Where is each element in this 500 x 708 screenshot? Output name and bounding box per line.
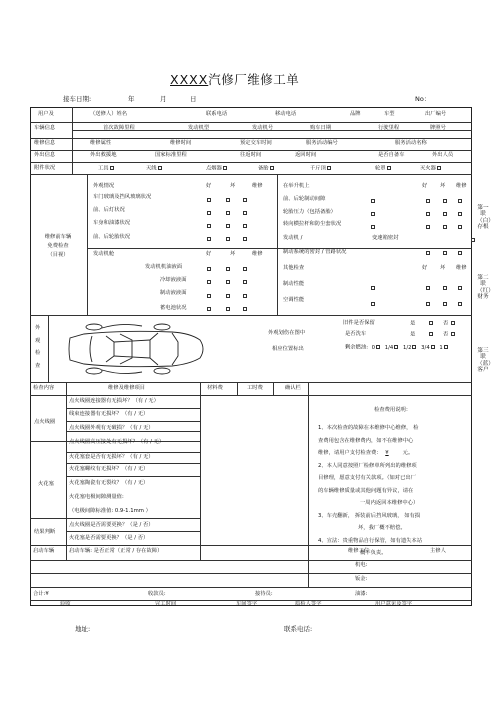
keep-no[interactable]: 否: [443, 321, 455, 327]
col-labor-fee: 工时费: [247, 385, 263, 391]
engine-type-label: 发动机型: [188, 125, 210, 131]
work-item: 火花塞陶瓷有无裂纹？（有 / 无）: [69, 480, 149, 486]
col-check-content: 检查内容: [33, 385, 55, 391]
paint-label: 油漆:: [355, 591, 368, 597]
national-mileage-label: 国家标准里程: [155, 152, 187, 158]
station-label: 维修工位: [348, 548, 370, 554]
acc-extinguisher: 灭火器: [420, 166, 441, 172]
car-diagram-icon[interactable]: [62, 318, 212, 380]
fee-title: 检查费用说明：: [374, 407, 412, 413]
mileage-label: 行驶里程: [378, 125, 400, 131]
engine-item: 发动机机油液面: [145, 264, 183, 270]
repair-info-label: 维修信息: [34, 140, 56, 146]
accessories-label: 附件状况: [34, 165, 56, 171]
other-checkboxes[interactable]: [370, 280, 462, 312]
work-item: 火花塞是否需要更换？（是 / 否）: [69, 535, 149, 541]
col-material-fee: 材料费: [207, 385, 223, 391]
main-mechanic-label: 主修人: [430, 548, 446, 554]
acc-tools: 工具: [98, 166, 114, 172]
fee-description: 1、本次检查的故障在本维修中心维修， 检 查费用包含在维修费内，如不在维修中心 维修，请用户支付检查费： ¥ 元。 2、本人同意按照厂检修单所列出的维修项 目修理，愿意支付有关款项。（如对已出厂 的车辆维修质量或其他问题有异议，请在 一周内返回本维修中心） 3、车壳翻新， 拆装前后挡风玻璃， 如有损 坏，我厂概不赔偿。 4、宣法：贵重物品自行保管，如有遗失本站 概不负责。: [318, 425, 423, 556]
phone-label: 联系电话:: [284, 625, 313, 633]
work-item: （电极间隙标准值: 0.9-1.1mm ）: [69, 508, 151, 514]
appearance-status-title: 外观情况: [93, 183, 115, 189]
copy-label-finance: 第二联（红）财务: [477, 275, 494, 301]
start-vehicle-label: 启动车辆: [33, 548, 55, 554]
right-col-repair: 维修: [456, 183, 467, 189]
left-item: 车身和油漆状况: [93, 220, 131, 226]
work-item: 点火线圈高压接处有无损坏？（有 / 无）: [69, 439, 165, 445]
outside-info-label: 外出信息: [34, 152, 56, 158]
gearbox-seal-label: 变速箱密封: [372, 235, 399, 241]
right-col-good: 好: [422, 183, 428, 189]
engine-bay-title: 发动机舱: [93, 251, 115, 257]
service-activity-no-label: 服务活动编号: [306, 140, 338, 146]
number-label: No：: [415, 95, 431, 103]
round-trip-label: 往返时间: [240, 152, 262, 158]
col-confirm: 确认栏: [285, 385, 301, 391]
return-time-label: 返回时间: [295, 152, 317, 158]
work-item: 点火线圈是否需要更换？（是 / 否）: [69, 522, 154, 528]
first-fault-mileage-label: 首次故障里程: [103, 125, 135, 131]
start-vehicle-status: 启动车辆: 是否正常（正常 / 存在故障）: [69, 548, 163, 554]
col-repair-items: 维修及维修项目: [108, 385, 146, 391]
left-item: 前、后灯状况: [93, 207, 125, 213]
form-title: [170, 70, 299, 88]
wash-yes[interactable]: 是: [410, 332, 433, 338]
month-label: 月: [160, 95, 167, 103]
done-time-label: 完工时间: [155, 601, 177, 607]
mark-note-1: 外观划伤在图中: [268, 330, 306, 336]
qc-sign-label: 质检人签字: [295, 601, 322, 607]
cat-ignition-coil: 点火线圈: [34, 419, 56, 425]
field-staff-label: 外出人员: [432, 152, 454, 158]
plate-label: 牌照号: [430, 125, 446, 131]
repair-type-label: 维修属性: [90, 140, 112, 146]
other-col-repair: 维修: [456, 265, 467, 271]
left-item: 车门玻璃及挡风玻璃状况: [93, 194, 152, 200]
brand-label: 品牌: [350, 111, 361, 117]
right-item: 制动系统的密封 / 管路状况: [283, 249, 347, 255]
cat-spark-plug: 火花塞: [38, 481, 54, 487]
rescue-location-label: 外出救援地: [90, 152, 117, 158]
acc-antenna: 天线: [146, 166, 162, 172]
contact-phone-label: 联系电话: [206, 111, 228, 117]
mobile-label: 移动电话: [275, 111, 297, 117]
left-col-bad: 坏: [230, 183, 236, 189]
engine-checkboxes[interactable]: [206, 263, 247, 317]
purchase-date-label: 购车日期: [310, 125, 332, 131]
mark-note-2: 相应位置标出: [272, 346, 304, 352]
appearance-label: 外 观 检 查: [35, 325, 41, 370]
wash-no[interactable]: 否: [443, 332, 455, 338]
user-label: 用户及: [38, 111, 54, 117]
service-activity-name-label: 服务活动名称: [395, 140, 427, 146]
lift-title: 在举升机上: [283, 183, 310, 189]
scheduled-delivery-label: 预定交车时间: [240, 140, 272, 146]
cat-result: 结果判断: [34, 529, 56, 535]
work-item: 点火线圈连接器有无损坏？（有 / 无）: [69, 398, 159, 404]
right-col-bad: 坏: [440, 183, 446, 189]
right-item: 轮胎压力（包括备胎）: [283, 209, 336, 215]
other-check-title: 其他检查: [283, 265, 305, 271]
mechanic-label: 机电:: [355, 562, 368, 568]
engine-item: 制动液液面: [160, 290, 187, 296]
own-vehicle-label: 是否自备车: [378, 152, 405, 158]
total-label: 合计:¥: [33, 591, 49, 597]
acc-spare-tire: 备胎: [258, 166, 274, 172]
car-wash-label: 是否洗车: [345, 331, 367, 337]
pickup-date-label: 接车日期:: [63, 95, 92, 103]
acc-lighter: 点烟器: [206, 166, 227, 172]
keep-old-parts-label: 旧件是否保留: [343, 320, 375, 326]
inspection-label: 维修前车辆 免费检查 （目视）: [44, 234, 72, 258]
right-item: 发动机 /: [283, 235, 303, 241]
engine-col-bad: 坏: [230, 251, 236, 257]
acc-jack: 千斤顶: [310, 166, 331, 172]
engine-item: 冷却液液面: [160, 277, 187, 283]
address-label: 地址:: [75, 625, 91, 633]
model-label: 车型: [384, 111, 395, 117]
work-item: 火花塞套是否有无损坏？（有 / 无）: [69, 454, 154, 460]
user-sign-label: 用户意见及签字: [375, 601, 413, 607]
other-item: 空调性能: [283, 297, 305, 303]
brand-placeholder: XXXX: [170, 72, 209, 87]
engine-number-label: 发动机号: [252, 125, 274, 131]
other-item: 制动性能: [283, 281, 305, 287]
work-item: 火花塞电极间隙测量值:: [69, 494, 124, 500]
left-item: 前、后轮胎状况: [93, 234, 131, 240]
engine-item: 蓄电池状况: [160, 305, 187, 311]
repair-time-label: 维修时间: [170, 140, 192, 146]
work-item: 火花塞螺纹有无损坏？（有 / 无）: [69, 466, 149, 472]
engine-col-repair: 维修: [252, 251, 263, 257]
factory-number-label: 出厂编号: [425, 111, 447, 117]
work-item: 线束连接器有无损坏？（有 / 无）: [69, 411, 149, 417]
receptionist-label: 接待员:: [255, 591, 273, 597]
right-item: 前、后轮制动间隙: [283, 196, 326, 202]
acceptance-label: 验收: [60, 601, 71, 607]
left-checkboxes[interactable]: [206, 194, 247, 247]
cashier-label: 收款员:: [148, 591, 166, 597]
acc-wheel-cover: 轮罩: [375, 166, 391, 172]
day-label: 日: [190, 95, 197, 103]
fee-amount: ¥: [385, 450, 389, 456]
left-col-good: 好: [206, 183, 212, 189]
owner-name-label: （送修人）姓名: [90, 111, 128, 117]
vehicle-info-label: 车辆信息: [34, 125, 56, 131]
year-label: 年: [128, 95, 135, 103]
right-checkboxes[interactable]: [370, 195, 475, 260]
work-item: 点火线圈外观有无破损？（有 / 无）: [69, 425, 154, 431]
other-col-good: 好: [422, 265, 428, 271]
title-text: 汽修厂维修工单: [208, 72, 300, 87]
left-col-repair: 维修: [252, 183, 263, 189]
keep-yes[interactable]: 是: [410, 321, 433, 327]
other-col-bad: 坏: [440, 265, 446, 271]
sheet-metal-label: 钣金:: [355, 576, 368, 582]
engine-col-good: 好: [206, 251, 212, 257]
copy-label-stub: 第一联（白）存根: [477, 205, 494, 231]
workshop-sign-label: 车间签字: [236, 601, 258, 607]
right-item: 转向横拉杆和防尘套状况: [283, 221, 342, 227]
fuel-remaining[interactable]: 剩余燃油: 0 1/4 1/2 3/4 1: [345, 345, 448, 351]
copy-label-customer: 第三联（蓝）客户: [477, 348, 494, 374]
